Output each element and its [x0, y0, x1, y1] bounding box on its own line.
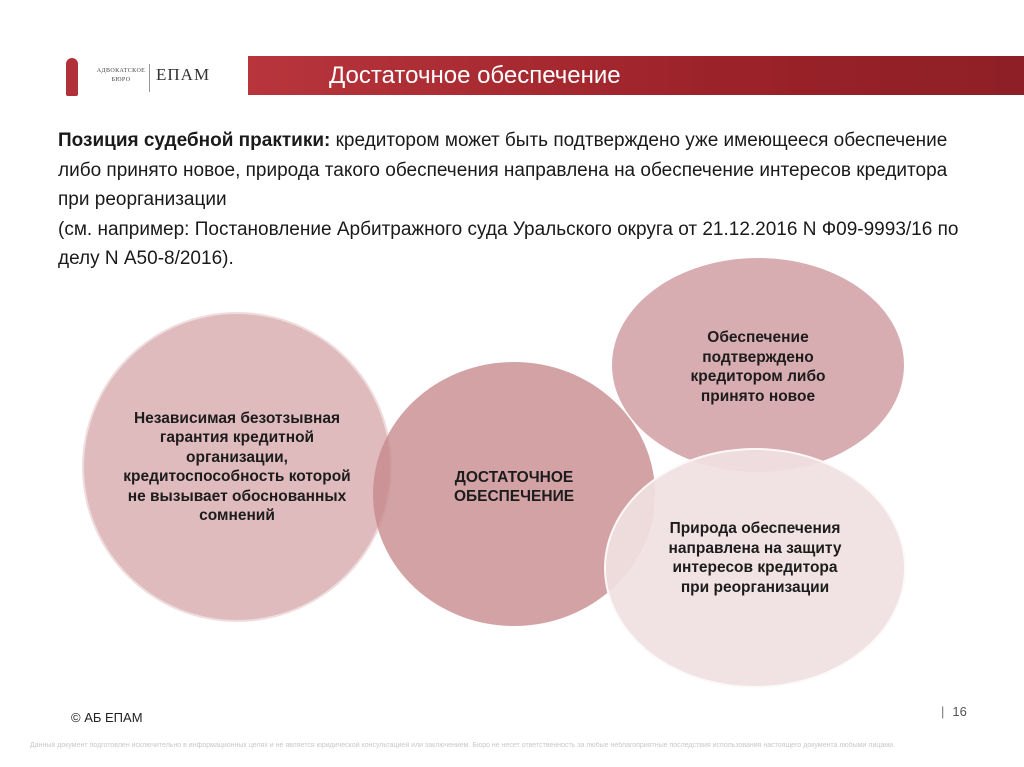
logo-subtitle-line2: БЮРО [111, 77, 131, 83]
logo-name: ЕПАМ [156, 65, 211, 84]
circle-top-right [612, 258, 904, 472]
intro-paragraph [58, 126, 978, 274]
intro-citation: (см. например: Постановление Арбитражного суда Уральского округа от 21.12.2016 N Ф09-9993/16 по делу N А50-8/2016). [58, 218, 959, 269]
intro-bold-label: Позиция судебной практики: [58, 130, 331, 151]
circle-bottom-right-text: Природа обеспечения направлена на защиту интересов кредитора при реорганизации [668, 520, 842, 596]
slide-title: Достаточное обеспечение [329, 62, 621, 89]
logo-subtitle-line1: АДВОКАТСКОЕ [96, 68, 146, 74]
logo-subtitle [86, 67, 156, 85]
page-number: 16 [952, 704, 967, 719]
circle-left [82, 312, 392, 622]
circle-center-text: ДОСТАТОЧНОЕ ОБЕСПЕЧЕНИЕ [453, 468, 575, 505]
page-number-block [941, 704, 967, 719]
page-separator: | [941, 704, 945, 719]
logo-mark-icon [66, 58, 78, 96]
disclaimer: Данный документ подготовлен исключительно в информационных целях и не является юридической консультацией или заключением. Бюро не несет ответственность за любые неблагоприятные последствия использования настоящего документа любыми лицами. [30, 742, 895, 749]
intro-text: кредитором может быть подтверждено уже имеющееся обеспечение либо принято новое, природа такого обеспечения направлена на обеспечение интересов кредитора при реорганизации [58, 130, 948, 210]
circle-bottom-right [604, 448, 906, 688]
copyright: © АБ ЕПАМ [71, 710, 143, 725]
circle-left-text: Независимая безотзывная гарантия кредитной организации, кредитоспособность которой не вызывает обоснованных сомнений [123, 409, 351, 524]
circle-top-right-text: Обеспечение подтверждено кредитором либо принято новое [690, 329, 826, 405]
logo-divider [149, 64, 150, 92]
